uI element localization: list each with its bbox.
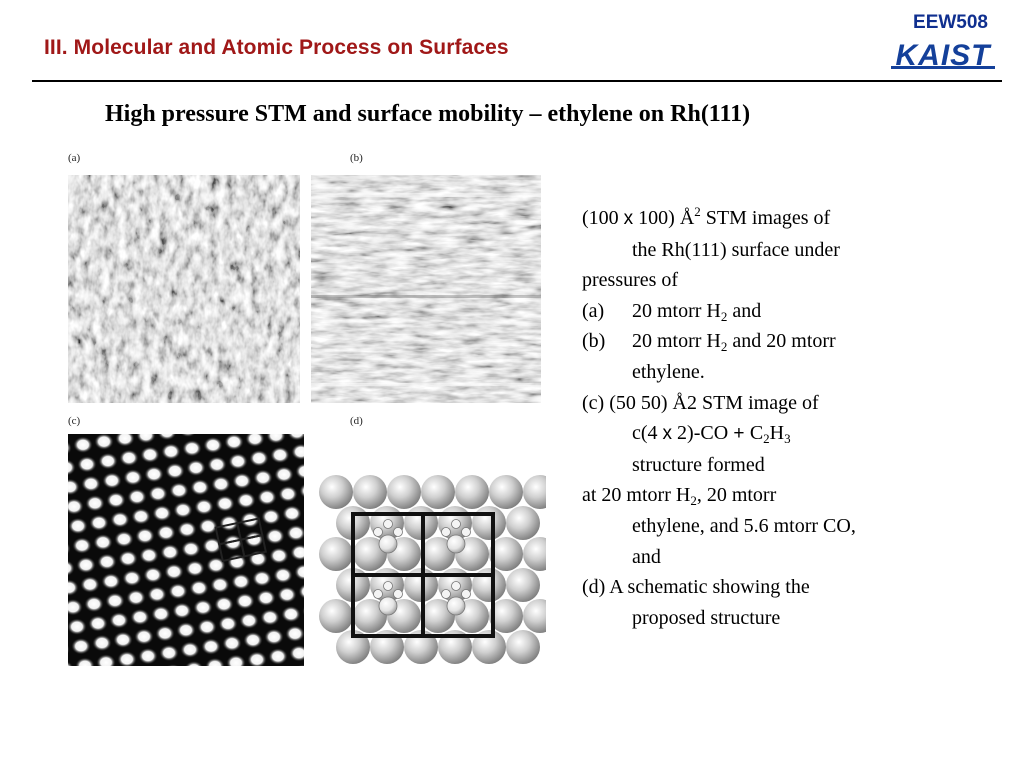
lattice-spot [193,599,213,616]
adsorbate-molecule [447,597,465,615]
lattice-spot [97,553,117,570]
lattice-spot [185,560,205,577]
lattice-spot [203,437,223,454]
lattice-spot [114,531,134,548]
course-code: EEW508 [913,12,988,33]
lattice-spot [138,648,158,665]
lattice-spot [151,605,171,622]
metal-atom [472,506,506,540]
panel-label-b: (b) [350,152,363,164]
caption-line: structure formed [632,453,765,476]
lattice-spot [81,475,101,492]
lattice-spot [131,508,151,525]
panel-label-c: (c) [68,415,81,427]
hydrogen-atom [462,528,471,537]
caption-line: proposed structure [632,606,781,629]
hydrogen-atom [442,528,451,537]
lattice-spot [232,472,252,489]
lattice-spot [156,524,176,541]
lattice-spot [270,447,290,464]
lattice-spot [278,486,298,503]
lattice-spot [72,537,92,554]
lattice-spot [143,566,163,583]
lattice-spot [89,514,109,531]
caption-line: c(4 x $2)-CO + C_2H_3$ [632,422,791,447]
stm-image-a [68,175,300,403]
lattice-spot [113,631,133,648]
panel-label-d: (d) [350,415,363,427]
caption-item-a: (a) 20 mtorr $H_2$ and [582,299,762,324]
metal-atom [506,506,540,540]
lattice-spot [159,644,179,661]
lattice-spot [190,479,210,496]
caption-item-b: (b) 20 mtorr $H_2$ and 20 mtorr [582,330,836,355]
lattice-spot [235,593,255,610]
lattice-spot [211,476,231,493]
lattice-spot [197,619,217,636]
lattice-spot [155,625,175,642]
lattice-spot [243,632,263,649]
lattice-spot [130,609,150,626]
hydrogen-atom [452,582,461,591]
lattice-spot [168,583,188,600]
stm-image-b [311,175,541,403]
caption-line: at 20 mtorr $H_2$, 20 mtorr [582,484,777,509]
structure-schematic-d [316,474,546,666]
lattice-spot [68,518,88,535]
lattice-spot [144,466,164,483]
lattice-spot [160,544,180,561]
lattice-spot [252,570,272,587]
lattice-spot [210,576,230,593]
lattice-spot [134,628,154,645]
metal-atom [506,630,540,664]
caption-line: the Rh(111) surface under [632,238,840,261]
lattice-spot [189,580,209,597]
lattice-spot [106,492,126,509]
stm-image-c [68,434,304,666]
lattice-spot [277,586,297,603]
hydrogen-atom [384,520,393,529]
section-title: III. Molecular and Atomic Process on Surfaces [44,36,509,59]
lattice-spot [147,586,167,603]
lattice-spot [122,570,142,587]
caption-line: and [632,545,661,568]
lattice-spot [165,463,185,480]
lattice-spot [118,550,138,567]
hydrogen-atom [374,528,383,537]
lattice-spot [239,612,259,629]
lattice-spot [215,495,235,512]
lattice-spot [201,638,221,655]
lattice-spot [85,495,105,512]
lattice-spot [110,511,130,528]
lattice-spot [265,528,285,545]
logo-text: KAIST [895,39,991,72]
hydrogen-atom [394,528,403,537]
lattice-spot [135,527,155,544]
lattice-spot [109,612,129,629]
hydrogen-atom [452,520,461,529]
lattice-spot [180,641,200,658]
lattice-spot [260,609,280,626]
lattice-spot [123,469,143,486]
kaist-logo [890,38,996,74]
adsorbate-molecule [447,535,465,553]
metal-atom [523,475,546,509]
caption-item-d: (d) A schematic showing the [582,576,810,599]
metal-atom [319,537,353,571]
lattice-spot [88,615,108,632]
lattice-spot [218,615,238,632]
lattice-spot [127,488,147,505]
lattice-spot [77,456,97,473]
metal-atom [319,599,353,633]
hydrogen-atom [394,590,403,599]
lattice-spot [84,596,104,613]
lattice-spot [80,576,100,593]
metal-atom [353,475,387,509]
slide-title: High pressure STM and surface mobility – ethylene on Rh(111) [105,101,751,127]
lattice-spot [173,502,193,519]
hydrogen-atom [462,590,471,599]
lattice-spot [139,547,159,564]
hydrogen-atom [384,582,393,591]
lattice-spot [181,541,201,558]
lattice-spot [236,492,256,509]
lattice-spot [93,534,113,551]
lattice-spot [194,498,214,515]
lattice-spot [92,635,112,652]
hydrogen-atom [374,590,383,599]
lattice-spot [140,446,160,463]
lattice-spot [186,459,206,476]
lattice-spot [172,602,192,619]
lattice-spot [102,472,122,489]
lattice-spot [101,573,121,590]
lattice-spot [119,449,139,466]
hydrogen-atom [442,590,451,599]
lattice-spot [253,469,273,486]
lattice-spot [98,453,118,470]
lattice-spot [269,547,289,564]
lattice-spot [222,635,242,652]
lattice-spot [214,596,234,613]
caption-line: pressures of [582,269,679,292]
lattice-spot [105,592,125,609]
metal-atom [387,475,421,509]
panel-label-a: (a) [68,152,81,164]
lattice-spot [182,440,202,457]
lattice-spot [148,485,168,502]
adsorbate-molecule [379,535,397,553]
lattice-spot [256,589,276,606]
caption-item-c: (c) (50 50) Å2 STM image of [582,391,819,414]
lattice-spot [228,453,248,470]
lattice-spot [257,489,277,506]
figure-caption [582,203,942,633]
lattice-spot [273,567,293,584]
lattice-spot [161,443,181,460]
lattice-spot [71,638,91,655]
metal-atom [319,475,353,509]
lattice-spot [282,505,302,522]
lattice-spot [264,628,284,645]
lattice-spot [274,466,294,483]
metal-atom [489,475,523,509]
lattice-spot [249,450,269,467]
lattice-spot [164,563,184,580]
lattice-spot [126,589,146,606]
lattice-spot [198,518,218,535]
lattice-spot [281,606,301,623]
lattice-spot [152,505,172,522]
lattice-spot [268,648,288,665]
metal-atom [455,475,489,509]
header-divider [32,80,1002,82]
caption-line: (100 x 100) $Å^2$ STM images of [582,204,831,229]
metal-atom [506,568,540,602]
caption-line: ethylene. [632,360,705,383]
lattice-spot [177,521,197,538]
adsorbate-molecule [379,597,397,615]
lattice-spot [176,622,196,639]
metal-atom [421,475,455,509]
lattice-spot [76,557,96,574]
caption-line: ethylene, and 5.6 mtorr CO, [632,514,856,537]
metal-atom [523,537,546,571]
lattice-spot [231,573,251,590]
lattice-spot [169,482,189,499]
lattice-spot [73,436,93,453]
lattice-spot [261,508,281,525]
lattice-spot [207,456,227,473]
lattice-spot [224,434,244,450]
metal-atom [523,599,546,633]
